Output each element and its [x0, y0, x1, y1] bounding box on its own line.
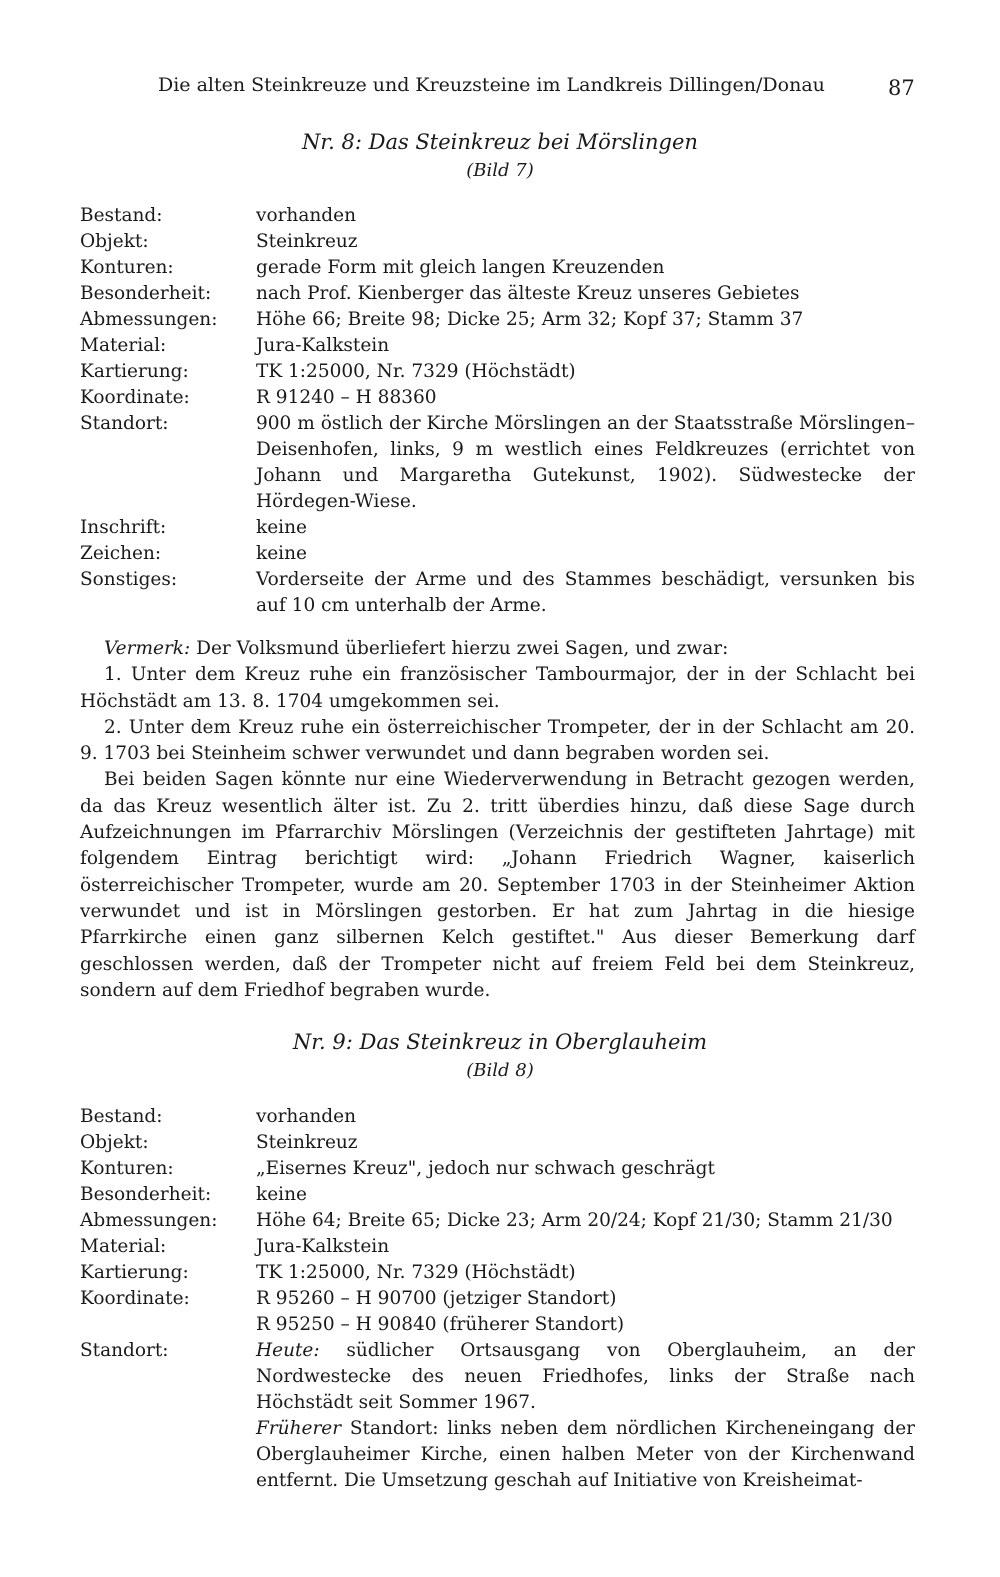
section-9-table [80, 1104, 915, 1494]
section-9-title: Nr. 9: Das Steinkreuz in Oberglauheim [292, 1030, 708, 1054]
table-row: Abmessungen: Höhe 66; Breite 98; Dicke 25; Arm 32; Kopf 37; Stamm 37 [80, 309, 804, 330]
running-header: Die alten Steinkreuze und Kreuzsteine im Landkreis Dillingen/Donau [158, 74, 825, 96]
paragraph: Bei beiden Sagen könnte nur eine Wiederverwendung in Betracht gezogen werden, da das Kreuz wesentlich älter ist. Zu 2. tritt überdies hinzu, daß diese Sage durch Aufzeichnungen im Pfarrarchiv Mörslingen (Verzeichnis der gestifteten Jahrtage) mit folgendem Eintrag berichtigt wird: „Johann Friedrich Wagner, kaiserlich österreichischer Trompeter, wurde am 20. September 1703 in der Steinheimer Aktion verwundet und ist in Mörslingen gestorben. Er hat zum Jahrtag in die hiesige Pfarrkirche einen ganz silbernen Kelch gestiftet." Aus dieser Bemerkung darf geschlossen werden, daß der Trompeter nicht auf freiem Feld bei dem Steinkreuz, sondern auf dem Friedhof begraben wurde. [80, 769, 915, 1001]
table-row: Objekt: Steinkreuz [80, 1132, 358, 1153]
standort-frueher: Früherer Standort: links neben dem nördlichen Kircheneingang der Oberglauheimer Kirche, einen halben Meter von der Kirchenwand entfernt. Die Umsetzung geschah auf Initiative von Kreisheimat- [256, 1418, 915, 1491]
table-row: Standort: 900 m östlich der Kirche Mörslingen an der Staatsstraße Mörslingen–Deisenhofen, links, 9 m westlich eines Feldkreuzes (errichtet von Johann und Margaretha Gutekunst, 1902). Südwestecke der Hördegen-Wiese. [80, 413, 915, 512]
table-row: Koordinate: R 91240 – H 88360 [80, 387, 437, 408]
table-row: Objekt: Steinkreuz [80, 231, 358, 252]
table-row: Konturen: „Eisernes Kreuz", jedoch nur schwach geschrägt [80, 1158, 715, 1179]
section-8-title: Nr. 8: Das Steinkreuz bei Mörslingen [302, 130, 698, 154]
table-row: Standort: Heute: südlicher Ortsausgang von Oberglauheim, an der Nordwestecke des neuen Friedhofes, links der Straße nach Höchstädt seit Sommer 1967. Früherer Standort: links neben dem nördlichen Kircheneingang der Oberglauheimer Kirche, einen halben Meter von der Kirchenwand entfernt. Die Umsetzung geschah auf Initiative von Kreisheimat- [80, 1338, 915, 1494]
vermerk: Vermerk: Der Volksmund überliefert hierzu zwei Sagen, und zwar: [104, 638, 729, 659]
table-row: Kartierung: TK 1:25000, Nr. 7329 (Höchstädt) [80, 361, 576, 382]
table-row: Material: Jura-Kalkstein [80, 335, 390, 356]
table-row: Sonstiges: Vorderseite der Arme und des Stammes beschädigt, versunken bis auf 10 cm unterhalb der Arme. [80, 569, 915, 616]
table-row: Koordinate: R 95260 – H 90700 (jetziger Standort) R 95250 – H 90840 (früherer Standort) [80, 1288, 625, 1335]
table-row: Material: Jura-Kalkstein [80, 1236, 390, 1257]
section-9-subtitle: (Bild 8) [466, 1060, 534, 1081]
table-row: Konturen: gerade Form mit gleich langen Kreuzenden [80, 257, 665, 278]
page-number: 87 [888, 76, 915, 100]
list-item: 2. Unter dem Kreuz ruhe ein österreichischer Trompeter, der in der Schlacht am 20. 9. 1703 bei Steinheim schwer verwundet und dann begraben worden sei. [80, 716, 915, 765]
table-row: Bestand: vorhanden [80, 1106, 356, 1127]
standort-heute: Heute: südlicher Ortsausgang von Oberglauheim, an der Nordwestecke des neuen Friedhofes, links der Straße nach Höchstädt seit Sommer 1967. [256, 1340, 915, 1413]
table-row: Abmessungen: Höhe 64; Breite 65; Dicke 23; Arm 20/24; Kopf 21/30; Stamm 21/30 [80, 1210, 893, 1231]
table-row: Besonderheit: keine [80, 1184, 307, 1205]
section-8-remarks [80, 636, 915, 1004]
table-row: Zeichen: keine [80, 543, 307, 564]
table-row: Besonderheit: nach Prof. Kienberger das älteste Kreuz unseres Gebietes [80, 283, 800, 304]
section-8-table [80, 203, 915, 619]
list-item: 1. Unter dem Kreuz ruhe ein französischer Tambourmajor, der in der Schlacht bei Höchstädt am 13. 8. 1704 umgekommen sei. [80, 664, 915, 712]
table-row: Inschrift: keine [80, 517, 307, 538]
table-row: Kartierung: TK 1:25000, Nr. 7329 (Höchstädt) [80, 1262, 576, 1283]
table-row: Bestand: vorhanden [80, 205, 356, 226]
section-8-subtitle: (Bild 7) [466, 160, 534, 181]
